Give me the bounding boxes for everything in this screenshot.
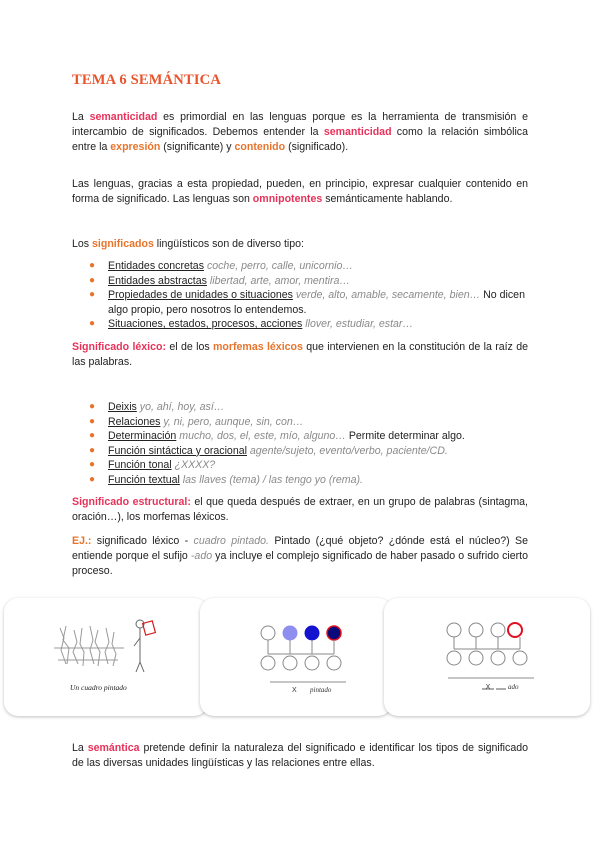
bullet-icon: ● bbox=[89, 473, 96, 485]
omnipotence-paragraph: Las lenguas, gracias a esta propiedad, pueden, en principio, expresar cualquier contenido en forma de significado. Las lenguas son omnipotentes semánticamente hablando. bbox=[72, 178, 528, 205]
structural-types-list bbox=[72, 400, 528, 488]
keyword-significado-estructural: Significado estructural: bbox=[72, 496, 191, 508]
list-item: ● Función textual las llaves (tema) / las tengo yo (rema). bbox=[89, 473, 363, 486]
figure-suffix-slots bbox=[200, 598, 392, 716]
meanings-intro: Los significados lingüísticos son de diverso tipo: bbox=[72, 238, 305, 250]
example-paragraph: EJ.: significado léxico - cuadro pintado. Pintado (¿qué objeto? ¿dónde está el núcleo?) Se entiende porque el sufijo -ado ya incluye el complejo significado de haber pasado o sufrido cierto proceso. bbox=[72, 535, 528, 577]
keyword-significados: significados bbox=[92, 238, 154, 250]
keyword-semanticidad-2: semanticidad bbox=[323, 126, 392, 138]
figure-caption-1: Un cuadro pintado bbox=[70, 683, 127, 692]
keyword-morfemas-lexicos: morfemas léxicos bbox=[212, 341, 303, 353]
list-item: ● Entidades concretas coche, perro, calle, unicornio… bbox=[89, 260, 353, 272]
keyword-ej: EJ.: bbox=[72, 535, 92, 547]
bullet-icon: ● bbox=[89, 318, 96, 330]
page-title: TEMA 6 SEMÁNTICA bbox=[72, 72, 222, 88]
slot-circle-filled bbox=[305, 626, 319, 640]
keyword-expresion: expresión bbox=[110, 141, 161, 153]
bullet-icon: ● bbox=[89, 274, 96, 286]
slot-circle-filled bbox=[283, 626, 297, 640]
keyword-omnipotentes: omnipotentes bbox=[252, 193, 323, 205]
list-item: ● Función tonal ¿XXXX? bbox=[89, 459, 216, 472]
slot-circle bbox=[261, 626, 275, 640]
list-item: ● Función sintáctica y oracional agente/sujeto, evento/verbo, paciente/CD. bbox=[89, 444, 448, 457]
meaning-types-list bbox=[72, 259, 528, 332]
intro-paragraph: La semanticidad es primordial en las lenguas porque es la herramienta de transmisión e intercambio de significados. Debemos entender la semanticidad como la relación simbólica entre la expresión (significante) y contenido (significado). bbox=[72, 111, 528, 153]
bullet-icon: ● bbox=[89, 401, 96, 412]
figure-suffix-ado bbox=[384, 598, 590, 716]
figure-painted-picture bbox=[4, 598, 208, 716]
keyword-semantica: semántica bbox=[87, 742, 140, 754]
list-item: ● Propiedades de unidades o situaciones verde, alto, amable, secamente, bien… No dicen algo propio, pero nosotros lo entendemos. bbox=[89, 289, 525, 316]
bullet-icon: ● bbox=[89, 430, 96, 442]
list-item: ● Entidades abstractas libertad, arte, amor, mentira… bbox=[89, 274, 351, 287]
keyword-significado-lexico: Significado léxico: bbox=[72, 341, 167, 353]
semantics-definition-paragraph: La semántica pretende definir la naturaleza del significado e identificar los tipos de significado de las diversas unidades lingüísticas y las relaciones entre ellas. bbox=[72, 742, 528, 769]
bullet-icon: ● bbox=[89, 260, 96, 271]
slot-circle-highlighted bbox=[327, 626, 341, 640]
figure-caption-2-word: pintado bbox=[310, 686, 332, 694]
keyword-semanticidad: semanticidad bbox=[89, 111, 158, 123]
bullet-icon: ● bbox=[89, 415, 96, 427]
figure-caption-2-blank: X bbox=[292, 687, 297, 694]
bullet-icon: ● bbox=[89, 289, 96, 301]
structural-meaning-paragraph: Significado estructural: el que queda después de extraer, en un grupo de palabras (sintagma, oración…), los morfemas léxicos. bbox=[72, 496, 528, 523]
slot-diagram-ado bbox=[384, 598, 590, 716]
slot-circle-highlighted bbox=[508, 623, 522, 637]
keyword-contenido: contenido bbox=[234, 141, 286, 153]
slot-diagram bbox=[200, 598, 392, 716]
figure-caption-3-blank: X bbox=[485, 684, 491, 691]
list-item: ● Deixis yo, ahí, hoy, así… bbox=[89, 401, 225, 413]
bullet-icon: ● bbox=[89, 459, 96, 471]
bullet-icon: ● bbox=[89, 444, 96, 456]
list-item: ● Determinación mucho, dos, el, este, mío, alguno… Permite determinar algo. bbox=[89, 430, 465, 443]
list-item: ● Relaciones y, ni, pero, aunque, sin, con… bbox=[89, 415, 304, 428]
figure-caption-3-word: ado bbox=[508, 683, 519, 691]
lexical-meaning-paragraph: Significado léxico: el de los morfemas léxicos que intervienen en la constitución de la raíz de las palabras. bbox=[72, 341, 528, 368]
list-item: ● Situaciones, estados, procesos, acciones llover, estudiar, estar… bbox=[89, 318, 414, 331]
painting-sketch-icon bbox=[4, 598, 208, 716]
